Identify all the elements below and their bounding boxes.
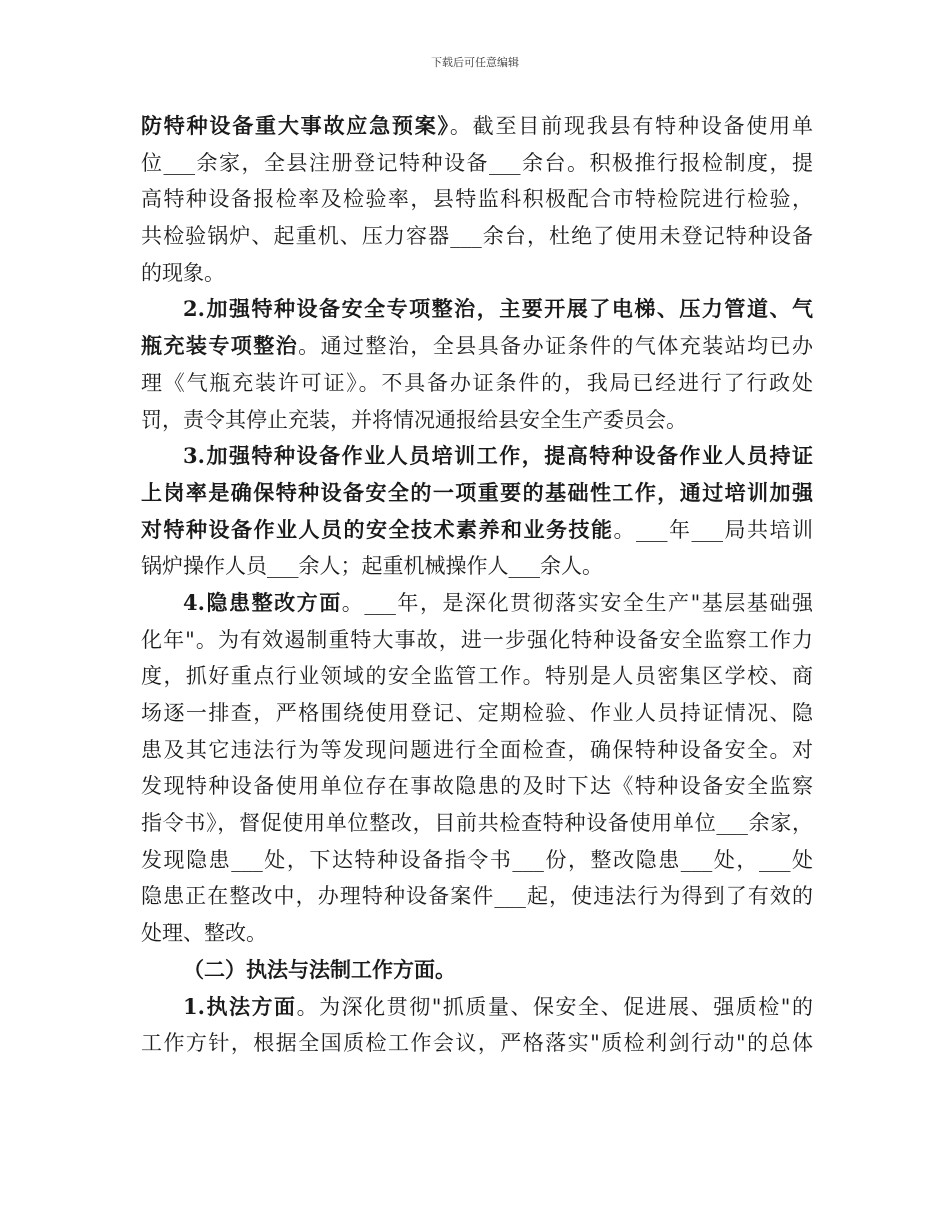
text-line <box>141 842 813 879</box>
body-text: 处理、整改。 <box>141 921 267 946</box>
bold-text: 上岗率是确保特种设备安全的一项重要的基础性工作，通过培训加强 <box>141 479 813 505</box>
body-text: 位___余家，全县注册登记特种设备___余台。积极推行报检制度，提 <box>141 150 813 175</box>
text-line <box>141 218 813 255</box>
bold-text: （二）执法与法制工作方面。 <box>183 956 456 982</box>
text-line <box>141 658 813 695</box>
text-line <box>141 365 813 402</box>
text-line <box>141 989 813 1026</box>
text-line <box>141 1025 813 1062</box>
bold-text: 对特种设备作业人员的安全技术素养和业务技能 <box>141 516 614 542</box>
text-line <box>141 255 813 292</box>
body-text: 工作方针，根据全国质检工作会议，严格落实"质检利剑行动"的总体 <box>141 1031 813 1056</box>
text-line <box>141 548 813 585</box>
body-text: 发现隐患___处，下达特种设备指令书___份，整改隐患___处，___处 <box>141 847 813 872</box>
section-heading <box>141 952 813 989</box>
body-text: 化年"。为有效遏制重特大事故，进一步强化特种设备安全监察工作力 <box>141 627 813 652</box>
text-line <box>141 108 813 145</box>
body-text: 。___年，是深化贯彻落实安全生产"基层基础强 <box>341 590 813 615</box>
text-line <box>141 805 813 842</box>
text-line <box>141 622 813 659</box>
text-line <box>141 915 813 952</box>
body-text: 隐患正在整改中，办理特种设备案件___起，使违法行为得到了有效的 <box>141 884 813 909</box>
body-text: 。截至目前现我县有特种设备使用单 <box>449 114 813 138</box>
body-text: 指令书》，督促使用单位整改，目前共检查特种设备使用单位___余家， <box>141 811 813 836</box>
text-line <box>141 695 813 732</box>
bold-text: 瓶充装专项整治 <box>141 333 299 359</box>
body-text: 高特种设备报检率及检验率，县特监科积极配合市特检院进行检验， <box>141 187 813 212</box>
bold-text: 2.加强特种设备安全专项整治，主要开展了电梯、压力管道、气 <box>183 296 813 322</box>
body-text: 理《气瓶充装许可证》。不具备办证条件的，我局已经进行了行政处 <box>141 370 813 395</box>
text-line <box>141 328 813 365</box>
text-line <box>141 145 813 182</box>
bold-text: 1.执法方面 <box>183 993 297 1019</box>
body-text: 。___年___局共培训 <box>613 517 813 542</box>
text-line <box>141 732 813 769</box>
text-line <box>141 475 813 512</box>
text-line <box>141 402 813 439</box>
body-text: 锅炉操作人员___余人；起重机械操作人___余人。 <box>141 554 603 579</box>
bold-text: 3.加强特种设备作业人员培训工作，提高特种设备作业人员持证 <box>183 443 813 469</box>
body-text: 罚，责令其停止充装，并将情况通报给县安全生产委员会。 <box>141 407 687 432</box>
body-text: 发现特种设备使用单位存在事故隐患的及时下达《特种设备安全监察 <box>141 774 813 799</box>
text-line <box>141 585 813 622</box>
body-text: 患及其它违法行为等发现问题进行全面检查，确保特种设备安全。对 <box>141 737 813 762</box>
text-line <box>141 291 813 328</box>
body-text: 的现象。 <box>141 260 225 285</box>
body-text: 。为深化贯彻"抓质量、保安全、促进展、强质检"的 <box>296 994 813 1019</box>
text-line <box>141 878 813 915</box>
body-text: 度，抓好重点行业领域的安全监管工作。特别是人员密集区学校、商 <box>141 664 813 689</box>
bold-text: 4.隐患整改方面 <box>183 589 342 615</box>
text-line <box>141 768 813 805</box>
text-line <box>141 181 813 218</box>
body-text: 。通过整治，全县具备办证条件的气体充装站均已办 <box>298 334 814 359</box>
text-line <box>141 512 813 549</box>
text-line <box>141 438 813 475</box>
bold-text: 防特种设备重大事故应急预案》 <box>141 113 450 138</box>
body-text: 场逐一排查，严格围绕使用登记、定期检验、作业人员持证情况、隐 <box>141 701 813 725</box>
document-body <box>141 108 813 1062</box>
page-header: 下载后可任意编辑 <box>431 56 519 69</box>
body-text: 共检验锅炉、起重机、压力容器___余台，杜绝了使用未登记特种设备 <box>141 224 813 249</box>
